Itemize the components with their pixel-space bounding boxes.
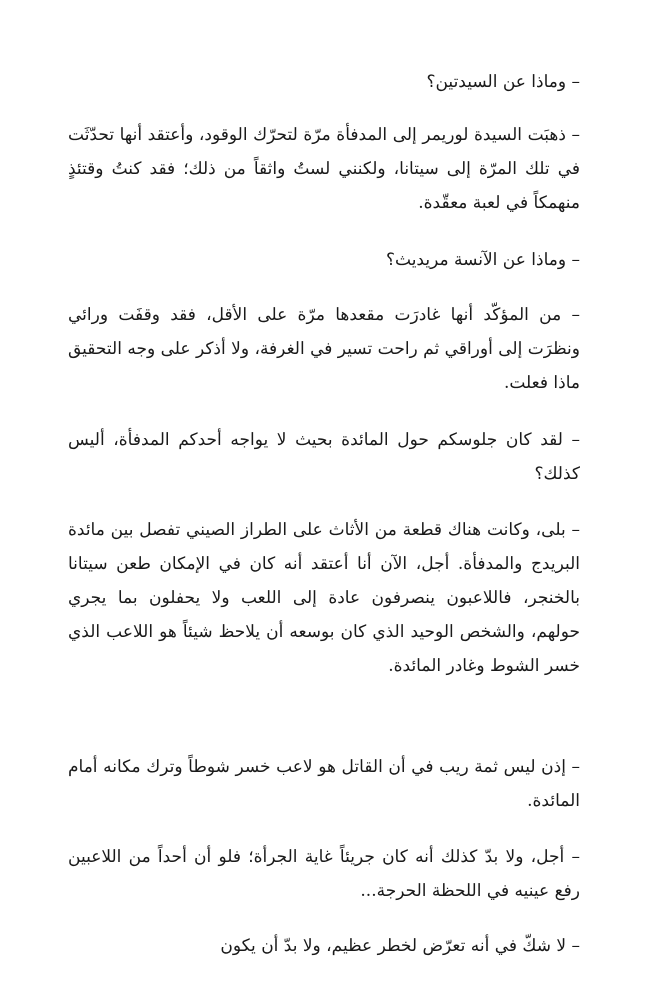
- paragraph-7: – إذن ليس ثمة ريب في أن القاتل هو لاعب خسر شوطاً وترك مكانه أمام المائدة.: [68, 757, 580, 811]
- paragraph-2: – ذهبَت السيدة لوريمر إلى المدفأة مرّة لتحرّك الوقود، وأعتقد أنها تحدّثَت في تلك المرّة إلى سيتانا، ولكنني لستُ واثقاً من ذلك؛ فقد كنتُ وقتئذٍ منهمكاً في لعبة معقّدة.: [68, 125, 580, 213]
- paragraph-4: – من المؤكّد أنها غادرَت مقعدها مرّة على الأقل، فقد وقفَت ورائي ونظرَت إلى أوراقي ثم راحت تسير في الغرفة، ولا أذكر على وجه التحقيق ماذا فعلت.: [68, 305, 580, 393]
- paragraph-6: – بلى، وكانت هناك قطعة من الأثاث على الطراز الصيني تفصل بين مائدة البريدج والمدفأة. أجل، الآن أنا أعتقد أنه كان في الإمكان طعن سيتانا بالخنجر، فاللاعبون ينصرفون عادة إلى اللعب ولا يحفلون بما يجري حولهم، والشخص الوحيد الذي كان بوسعه أن يلاحظ شيئاً هو اللاعب الذي خسر الشوط وغادر المائدة.: [68, 520, 580, 676]
- paragraph-8: – أجل، ولا بدّ كذلك أنه كان جريئاً غاية الجرأة؛ فلو أن أحداً من اللاعبين رفع عينيه في اللحظة الحرجة...: [68, 847, 580, 901]
- book-page: [68, 0, 580, 1000]
- paragraph-3: – وماذا عن الآنسة مريديث؟: [385, 250, 580, 270]
- paragraph-1: – وماذا عن السيدتين؟: [426, 72, 580, 92]
- paragraph-5: – لقد كان جلوسكم حول المائدة بحيث لا يواجه أحدكم المدفأة، أليس كذلك؟: [68, 430, 580, 484]
- paragraph-9: – لا شكّ في أنه تعرّض لخطر عظيم، ولا بدّ أن يكون: [220, 936, 580, 956]
